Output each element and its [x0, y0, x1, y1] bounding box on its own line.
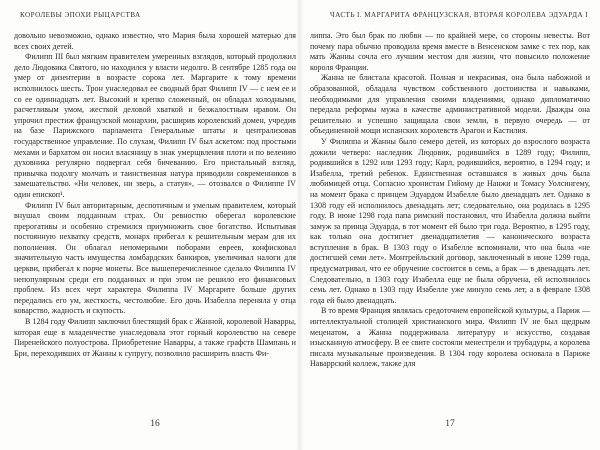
book-gutter [296, 0, 304, 450]
left-paragraph: Филипп IV был авторитарным, деспотичным и умелым правителем, который внушал своим подданным страх. Он ревностно оберегал королевские прерогативы и особенно стремился приумножить свое богатство. Испытывая постоянную нехватку средств, монарх прибегал к решительным мерам для их пополнения. Он облагал непомерными поборами евреев, конфисковал значительную часть имущества ломбардских банкиров, увеличивал налоги для церкви, прибегал к порче монеты. Все вышеперечисленное сделало Филиппа IV непопулярным среди его подданных и при этом не решило его финансовых проблем. Из всех черт характера Филиппа IV Маргарите больше других передались его ум, жесткость, честолюбие. Его дочь Изабелла переняла у отца коварство, жадность и скупость. [14, 200, 296, 316]
right-page [310, 0, 590, 450]
right-paragraph: липпа. Это был брак по любви — по крайней мере, со стороны невесты. Вот почему пара обычно проводила время вместе в Венсенском замке с тех пор, как мать Жанны сочла его лучшим местом для жизни, что повысило положение короля Франции. [310, 31, 590, 72]
left-page [14, 0, 296, 450]
page-number-right: 17 [445, 419, 455, 429]
page-number-left: 16 [150, 419, 160, 429]
right-paragraph: Жанна не блистала красотой. Полная и некрасивая, она была набожной и образованной, обладала чувством собственного достоинства и навыками, необходимыми для управления своими владениями, однако дипломатично передала реформы мужа в качестве административной модели. Дважды она решительно и успешно защищала свои земли, в первую очередь — от объединенной мощи испанских королевств Арагон и Кастилия. [310, 73, 590, 136]
running-header-right: ЧАСТЬ I. МАРГАРИТА ФРАНЦУЗСКАЯ, ВТОРАЯ КОРОЛЕВА ЭДУАРДА I [330, 11, 588, 19]
left-paragraph: довольно невозможно, однако известно, что Мария была хорошей матерью для всех своих детей. [14, 31, 296, 51]
right-paragraph: У Филиппа и Жанны было семеро детей, из которых до взрослого возраста дожили четверо: наследник Людовик, родившийся в 1289 году; Филипп, родившийся в 1292 или 1293 году; Карл, родившийся, вероятно, в 1294 году; и Изабелла, третий ребенок. Единственная оставшаяся в живых дочь была любимицей отца. Согласно хронистам Гийому де Нанжи и Томасу Уолсингему, на момент брака с принцем Эдуардом Изабелле было двенадцать лет. Однако в 1308 году ей исполнилось двенадцать лет; следовательно, она родилась в 1295 году. В июне 1298 года папа римский постановил, что Изабелла должна выйти замуж за принца Эдуарда, в тот момент ей было три года. Вероятно, в 1295 году, как только она достигнет двенадцатилетия — канонического возраста вступления в брак. В 1303 году о Изабелле вспоминали, что она была «не достигшей семи лет». Монтрейльский договор, заключенный в июне 1299 года, предусматривал, что ее обручение состоится в семь, а брак — в двенадцать лет. Следовательно, в 1303 году Изабелла еще не была обручена, ей исполнилось семь лет. Однако в 1303 году Изабелле уже минуло семь лет, а в феврале 1308 года ей было двенадцать. [310, 136, 590, 305]
left-page-body [14, 31, 296, 359]
left-paragraph: Филипп III был мягким правителем умеренных взглядов, который продолжил дело Людовика Святого, но находился у власти недолго. В сентябре 1285 года он умер от дизентерии в возрасте сорока лет. Маргарите к тому времени исполнилось шесть. Трон унаследовал ее сводный брат Филипп IV — с нем ее и со ее одиннадцать лет. Высокий и крепко сложенный, он обладал холодными, расчетливым умом, жесткой деловой хваткой и безжалостным нравом. Он упрочил престиж французской монархии, расширив королевский домен, учредив на базе Парижского парламента Генеральные штаты и централизовав государственное управление. По слухам, Филипп IV был аскетом: под простыми мехами и бархатом он носил власяницу в знак умерщвления плоти и по велению духовника регулярно подвергал себя бичеванию. Его пристальный взгляд, привычка подолгу молчать и таинственная натура приводили современников в замешательство. «Ни человек, ни зверь, а статуя», — отозвался о Филиппе IV один епископ¹. [14, 52, 296, 199]
right-page-body [310, 31, 590, 370]
right-paragraph: В то время Франция являлась средоточием европейской культуры, а Париж — интеллектуальной столицей христианского мира. Филипп IV не был щедрым меценатом, а Жанна поддерживала литературу и искусство, создавая изысканную атмосферу. В ее свите состояли менестрели и трубадуры, а королева писала музыкальные произведения. В 1304 году королева основала в Париже Наваррский коллеж, также для [310, 306, 590, 369]
running-header-left: КОРОЛЕВЫ ЭПОХИ РЫЦАРСТВА [20, 11, 141, 19]
left-paragraph: В 1284 году Филипп заключил блестящий брак с Жанной, королевой Наварры, которая еще в младенчестве унаследовала этот горный королевство на севере Пиренейского полуострова. Приобретение Наварры, а также графств Шампань и Бри, переходивших от Жанны к супругу, позволило расширить власть Фи- [14, 317, 296, 358]
